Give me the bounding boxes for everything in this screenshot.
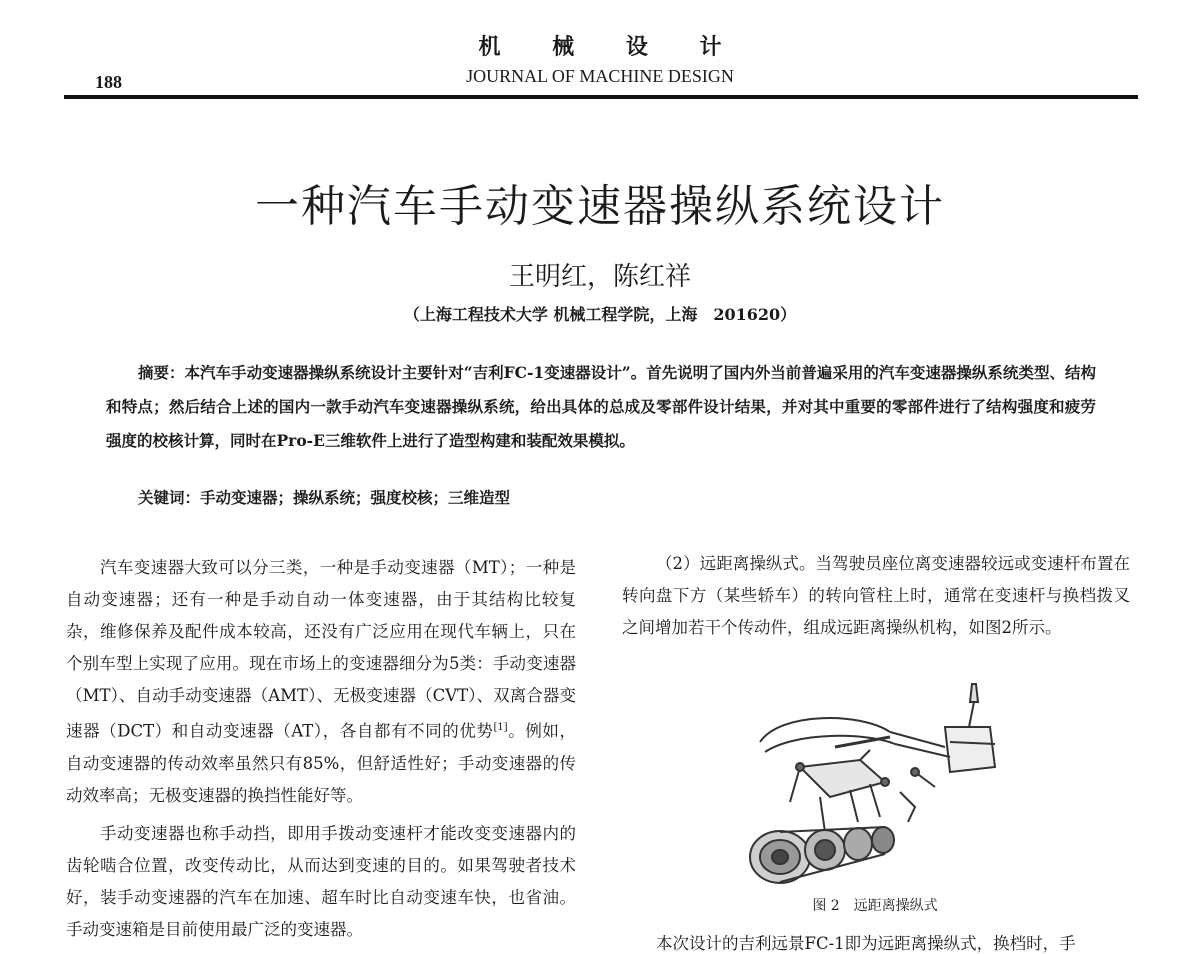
- abstract-text: 本汽车手动变速器操纵系统设计主要针对“吉利FC-1变速器设计”。首先说明了国内外当前普遍采用的汽车变速器操纵系统类型、结构和特点；然后结合上述的国内一款手动汽车变速器操纵系统，给出具体的总成及零部件设计结果，并对其中重要的零部件进行了结构强度和疲劳强度的校核计算，同时在Pro-E三维软件上进行了造型构建和装配效果模拟。: [106, 363, 1096, 450]
- keywords-text: 手动变速器；操纵系统；强度校核；三维造型: [200, 488, 511, 507]
- left-column: [66, 552, 576, 952]
- authors: 王明红，陈红祥: [508, 262, 691, 292]
- journal-title-en: JOURNAL OF MACHINE DESIGN: [466, 66, 734, 86]
- journal-title-cn: 机 械 设 计: [478, 34, 744, 60]
- figure-2-linkage-diagram: [740, 672, 1000, 892]
- figure-2-caption: 图 2 远距离操纵式: [812, 898, 938, 914]
- left-paragraph-2: 手动变速器也称手动挡，即用手拨动变速杆才能改变变速器内的齿轮啮合位置，改变传动比，从而达到变速的目的。如果驾驶者技术好，装手动变速器的汽车在加速、超车时比自动变速车快，也省油。手动变速箱是目前使用最广泛的变速器。: [66, 823, 576, 939]
- keywords-label: 关键词：: [138, 488, 201, 507]
- left-paragraph-1-text-a: 汽车变速器大致可以分三类，一种是手动变速器（MT）；一种是自动变速器；还有一种是手动自动一体变速器，由于其结构比较复杂，维修保养及配件成本较高，还没有广泛应用在现代车辆上，只在个别车型上实现了应用。现在市场上的变速器细分为5类：手动变速器（MT）、自动手动变速器（AMT）、无极变速器（CVT）、双离合器变速器（DCT）和自动变速器（AT），各自都有不同的优势: [66, 558, 576, 741]
- right-column: [622, 548, 1130, 650]
- left-paragraph-1-text-b: 。例如，自动变速器的传动效率虽然只有85%，但舒适性好；手动变速器的传动效率高；无极变速器的换挡性能好等。: [66, 721, 576, 805]
- left-paragraph-1: [66, 552, 576, 812]
- affiliation: （上海工程技术大学 机械工程学院，上海 201620）: [403, 305, 797, 324]
- header-rule: [64, 95, 1138, 99]
- abstract: [106, 356, 1096, 458]
- abstract-label: 摘要：: [138, 363, 185, 382]
- reference-marker: [1]: [493, 722, 508, 733]
- article-title: 一种汽车手动变速器操纵系统设计: [255, 181, 945, 232]
- keywords: [138, 486, 1088, 508]
- right-paragraph-2: 本次设计的吉利远景FC-1即为远距离操纵式，换档时，手: [656, 934, 1076, 953]
- page-number: 188: [95, 72, 122, 92]
- right-paragraph-1: （2）远距离操纵式。当驾驶员座位离变速器较远或变速杆布置在转向盘下方（某些轿车）的转向管柱上时，通常在变速杆与换档拨叉之间增加若干个传动件，组成远距离操纵机构，如图2所示。: [622, 554, 1130, 637]
